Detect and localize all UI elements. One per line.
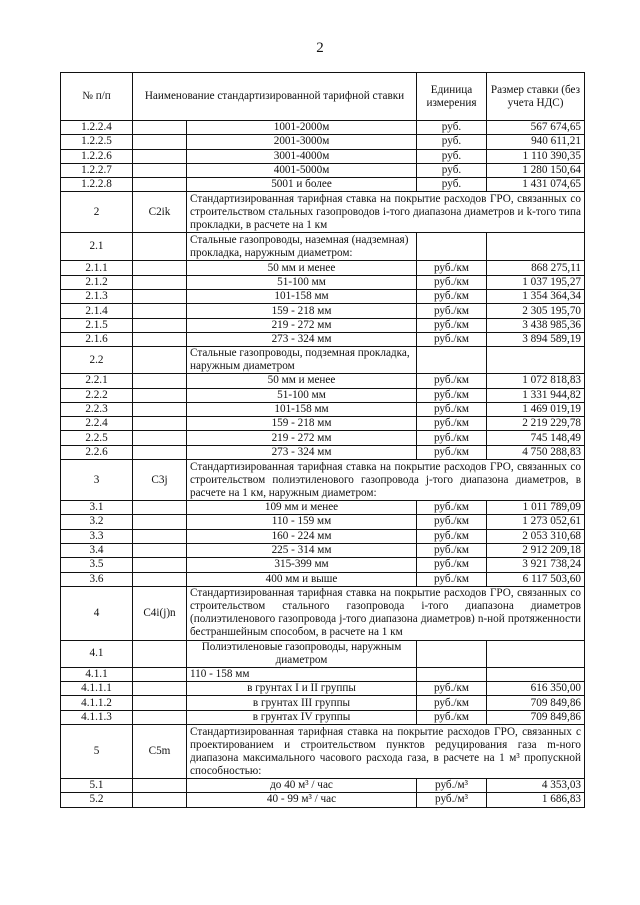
rate-symbol xyxy=(133,275,187,289)
unit-cell: руб. xyxy=(417,121,487,135)
rate-symbol xyxy=(133,572,187,586)
unit-cell: руб./км xyxy=(417,318,487,332)
subsection-row xyxy=(61,233,585,261)
rate-symbol xyxy=(133,529,187,543)
row-number: 2.2.1 xyxy=(61,374,133,388)
row-number: 2.1.6 xyxy=(61,332,133,346)
unit-cell: руб./км xyxy=(417,710,487,724)
subsection-title: Полиэтиленовые газопроводы, наружным диаметром xyxy=(187,640,417,667)
rate-symbol xyxy=(133,121,187,135)
header-name: Наименование стандартизированной тарифной ставки xyxy=(133,73,417,121)
row-number: 3.6 xyxy=(61,572,133,586)
row-number: 1.2.2.5 xyxy=(61,135,133,149)
rate-symbol xyxy=(133,445,187,459)
rate-value: 6 117 503,60 xyxy=(487,572,585,586)
unit-cell xyxy=(417,667,487,681)
rate-symbol xyxy=(133,501,187,515)
row-number: 5 xyxy=(61,725,133,779)
rate-symbol xyxy=(133,558,187,572)
rate-value: 1 037 195,27 xyxy=(487,275,585,289)
table-row xyxy=(61,445,585,459)
rate-symbol: C3j xyxy=(133,460,187,501)
unit-cell: руб./км xyxy=(417,515,487,529)
rate-value: 745 148,49 xyxy=(487,431,585,445)
row-number: 3 xyxy=(61,460,133,501)
rate-name: 50 мм и менее xyxy=(187,261,417,275)
rate-name: 109 мм и менее xyxy=(187,501,417,515)
row-number: 2.2 xyxy=(61,347,133,374)
table-row xyxy=(61,149,585,163)
unit-cell xyxy=(417,347,487,374)
rate-value: 709 849,86 xyxy=(487,696,585,710)
table-row xyxy=(61,388,585,402)
table-row xyxy=(61,779,585,793)
row-number: 2.2.4 xyxy=(61,417,133,431)
rate-symbol xyxy=(133,793,187,807)
section-row xyxy=(61,192,585,233)
subsection-title: 110 - 158 мм xyxy=(187,667,417,681)
table-row xyxy=(61,682,585,696)
rate-name: 225 - 314 мм xyxy=(187,543,417,557)
table-row xyxy=(61,558,585,572)
rate-symbol xyxy=(133,233,187,261)
rate-name: 51-100 мм xyxy=(187,275,417,289)
table-row xyxy=(61,121,585,135)
table-row xyxy=(61,543,585,557)
rate-value: 3 921 738,24 xyxy=(487,558,585,572)
table-row xyxy=(61,710,585,724)
rate-symbol xyxy=(133,543,187,557)
rate-symbol xyxy=(133,417,187,431)
row-number: 2.2.3 xyxy=(61,402,133,416)
rate-value xyxy=(487,347,585,374)
row-number: 4.1 xyxy=(61,640,133,667)
rate-symbol xyxy=(133,318,187,332)
unit-cell: руб. xyxy=(417,149,487,163)
row-number: 2.2.6 xyxy=(61,445,133,459)
unit-cell: руб./км xyxy=(417,529,487,543)
row-number: 2.1.4 xyxy=(61,304,133,318)
rate-value: 4 353,03 xyxy=(487,779,585,793)
rate-value: 4 750 288,83 xyxy=(487,445,585,459)
rate-name: 101-158 мм xyxy=(187,402,417,416)
section-title: Стандартизированная тарифная ставка на покрытие расходов ГРО, связанных с проектированием и строительством пунктов редуцирования газа m-ного диапазона максимального часового расхода газа, в расчете на 1 м³ пропускной способностью: xyxy=(187,725,585,779)
rate-name: 159 - 218 мм xyxy=(187,304,417,318)
rate-value: 1 011 789,09 xyxy=(487,501,585,515)
page-number: 2 xyxy=(316,40,324,56)
rate-symbol xyxy=(133,261,187,275)
rate-name: 51-100 мм xyxy=(187,388,417,402)
unit-cell: руб./м³ xyxy=(417,779,487,793)
rate-value: 3 438 985,36 xyxy=(487,318,585,332)
rate-name: 4001-5000м xyxy=(187,163,417,177)
rate-symbol xyxy=(133,135,187,149)
rate-value: 1 280 150,64 xyxy=(487,163,585,177)
rate-symbol xyxy=(133,388,187,402)
rate-name: в грунтах IV группы xyxy=(187,710,417,724)
unit-cell: руб. xyxy=(417,163,487,177)
rate-name: 50 мм и менее xyxy=(187,374,417,388)
subsection-row xyxy=(61,640,585,667)
rate-symbol xyxy=(133,667,187,681)
table-row xyxy=(61,304,585,318)
row-number: 2 xyxy=(61,192,133,233)
rate-value: 1 072 818,83 xyxy=(487,374,585,388)
section-row xyxy=(61,586,585,640)
unit-cell: руб./км xyxy=(417,682,487,696)
rate-symbol xyxy=(133,779,187,793)
rate-value: 1 354 364,34 xyxy=(487,290,585,304)
rate-symbol xyxy=(133,402,187,416)
rate-symbol xyxy=(133,640,187,667)
subsection-title: Стальные газопроводы, подземная прокладка, наружным диаметром xyxy=(187,347,417,374)
unit-cell: руб./км xyxy=(417,304,487,318)
rate-symbol xyxy=(133,304,187,318)
table-header-row xyxy=(61,73,585,121)
rate-name: в грунтах I и II группы xyxy=(187,682,417,696)
unit-cell xyxy=(417,640,487,667)
rate-name: 273 - 324 мм xyxy=(187,332,417,346)
rate-name: 219 - 272 мм xyxy=(187,431,417,445)
rate-value: 709 849,86 xyxy=(487,710,585,724)
table-row xyxy=(61,135,585,149)
row-number: 2.2.2 xyxy=(61,388,133,402)
table-row xyxy=(61,275,585,289)
rate-name: 315-399 мм xyxy=(187,558,417,572)
rate-value xyxy=(487,667,585,681)
rate-name: 160 - 224 мм xyxy=(187,529,417,543)
rate-symbol: C5m xyxy=(133,725,187,779)
subsection-row xyxy=(61,667,585,681)
rate-symbol xyxy=(133,515,187,529)
rate-symbol xyxy=(133,710,187,724)
unit-cell: руб./км xyxy=(417,501,487,515)
rate-symbol xyxy=(133,374,187,388)
row-number: 2.1.2 xyxy=(61,275,133,289)
row-number: 2.1 xyxy=(61,233,133,261)
rate-value: 1 686,83 xyxy=(487,793,585,807)
rate-name: до 40 м³ / час xyxy=(187,779,417,793)
rate-symbol xyxy=(133,290,187,304)
subsection-title: Стальные газопроводы, наземная (надземная) прокладка, наружным диаметром: xyxy=(187,233,417,261)
row-number: 4.1.1.3 xyxy=(61,710,133,724)
header-rate: Размер ставки (без учета НДС) xyxy=(487,73,585,121)
rate-value: 940 611,21 xyxy=(487,135,585,149)
unit-cell: руб./км xyxy=(417,543,487,557)
rate-symbol: C2ik xyxy=(133,192,187,233)
unit-cell xyxy=(417,233,487,261)
row-number: 1.2.2.4 xyxy=(61,121,133,135)
rate-value: 868 275,11 xyxy=(487,261,585,275)
rate-symbol xyxy=(133,163,187,177)
unit-cell: руб./км xyxy=(417,388,487,402)
section-title: Стандартизированная тарифная ставка на покрытие расходов ГРО, связанных со строительством стального газопровода i-того диапазона диаметров (полиэтиленового газопровода j-того диапазона диаметров) n-ной протяженности бестраншейным способом, в расчете на 1 км xyxy=(187,586,585,640)
row-number: 1.2.2.8 xyxy=(61,178,133,192)
rate-name: 40 - 99 м³ / час xyxy=(187,793,417,807)
row-number: 1.2.2.6 xyxy=(61,149,133,163)
unit-cell: руб./км xyxy=(417,572,487,586)
rate-symbol xyxy=(133,149,187,163)
unit-cell: руб./км xyxy=(417,558,487,572)
table-row xyxy=(61,696,585,710)
rate-name: 273 - 324 мм xyxy=(187,445,417,459)
rate-name: 400 мм и выше xyxy=(187,572,417,586)
tariff-rates-table xyxy=(60,72,585,808)
row-number: 5.1 xyxy=(61,779,133,793)
row-number: 4 xyxy=(61,586,133,640)
unit-cell: руб. xyxy=(417,135,487,149)
rate-name: в грунтах III группы xyxy=(187,696,417,710)
rate-name: 2001-3000м xyxy=(187,135,417,149)
rate-name: 159 - 218 мм xyxy=(187,417,417,431)
rate-name: 1001-2000м xyxy=(187,121,417,135)
rate-value: 1 110 390,35 xyxy=(487,149,585,163)
rate-name: 219 - 272 мм xyxy=(187,318,417,332)
table-row xyxy=(61,402,585,416)
rate-symbol xyxy=(133,696,187,710)
table-row xyxy=(61,501,585,515)
rate-value: 1 431 074,65 xyxy=(487,178,585,192)
rate-value: 3 894 589,19 xyxy=(487,332,585,346)
rate-name: 5001 и более xyxy=(187,178,417,192)
table-row xyxy=(61,529,585,543)
table-row xyxy=(61,431,585,445)
unit-cell: руб./км xyxy=(417,374,487,388)
table-row xyxy=(61,417,585,431)
row-number: 2.1.1 xyxy=(61,261,133,275)
table-row xyxy=(61,318,585,332)
unit-cell: руб./м³ xyxy=(417,793,487,807)
table-row xyxy=(61,793,585,807)
row-number: 3.4 xyxy=(61,543,133,557)
unit-cell: руб./км xyxy=(417,275,487,289)
table-row xyxy=(61,290,585,304)
rate-value: 1 469 019,19 xyxy=(487,402,585,416)
table-row xyxy=(61,332,585,346)
table-row xyxy=(61,178,585,192)
table-row xyxy=(61,374,585,388)
header-num: № п/п xyxy=(61,73,133,121)
unit-cell: руб./км xyxy=(417,290,487,304)
row-number: 4.1.1.1 xyxy=(61,682,133,696)
unit-cell: руб./км xyxy=(417,417,487,431)
row-number: 3.3 xyxy=(61,529,133,543)
rate-symbol xyxy=(133,431,187,445)
section-row xyxy=(61,725,585,779)
rate-name: 3001-4000м xyxy=(187,149,417,163)
row-number: 3.5 xyxy=(61,558,133,572)
table-row xyxy=(61,515,585,529)
section-title: Стандартизированная тарифная ставка на покрытие расходов ГРО, связанных со строительством полиэтиленового газопровода j-того диапазона диаметров, в расчете на 1 км, наружным диаметром: xyxy=(187,460,585,501)
unit-cell: руб./км xyxy=(417,332,487,346)
rate-symbol xyxy=(133,332,187,346)
row-number: 2.1.3 xyxy=(61,290,133,304)
rate-value xyxy=(487,640,585,667)
row-number: 5.2 xyxy=(61,793,133,807)
rate-value: 2 912 209,18 xyxy=(487,543,585,557)
row-number: 3.2 xyxy=(61,515,133,529)
row-number: 3.1 xyxy=(61,501,133,515)
rate-symbol xyxy=(133,347,187,374)
unit-cell: руб. xyxy=(417,178,487,192)
unit-cell: руб./км xyxy=(417,261,487,275)
unit-cell: руб./км xyxy=(417,402,487,416)
rate-value: 2 053 310,68 xyxy=(487,529,585,543)
row-number: 1.2.2.7 xyxy=(61,163,133,177)
table-row xyxy=(61,572,585,586)
section-row xyxy=(61,460,585,501)
rate-name: 110 - 159 мм xyxy=(187,515,417,529)
table-row xyxy=(61,261,585,275)
rate-value: 1 273 052,61 xyxy=(487,515,585,529)
row-number: 2.2.5 xyxy=(61,431,133,445)
section-title: Стандартизированная тарифная ставка на покрытие расходов ГРО, связанных со строительством стальных газопроводов i-того диапазона диаметров и k-того типа прокладки, в расчете на 1 км xyxy=(187,192,585,233)
unit-cell: руб./км xyxy=(417,445,487,459)
row-number: 4.1.1.2 xyxy=(61,696,133,710)
subsection-row xyxy=(61,347,585,374)
rate-name: 101-158 мм xyxy=(187,290,417,304)
table-row xyxy=(61,163,585,177)
unit-cell: руб./км xyxy=(417,431,487,445)
row-number: 2.1.5 xyxy=(61,318,133,332)
rate-value: 2 305 195,70 xyxy=(487,304,585,318)
rate-value: 1 331 944,82 xyxy=(487,388,585,402)
rate-value xyxy=(487,233,585,261)
rate-symbol xyxy=(133,178,187,192)
rate-symbol xyxy=(133,682,187,696)
rate-value: 2 219 229,78 xyxy=(487,417,585,431)
header-unit: Единица измерения xyxy=(417,73,487,121)
row-number: 4.1.1 xyxy=(61,667,133,681)
rate-symbol: C4i(j)n xyxy=(133,586,187,640)
unit-cell: руб./км xyxy=(417,696,487,710)
rate-value: 567 674,65 xyxy=(487,121,585,135)
rate-value: 616 350,00 xyxy=(487,682,585,696)
